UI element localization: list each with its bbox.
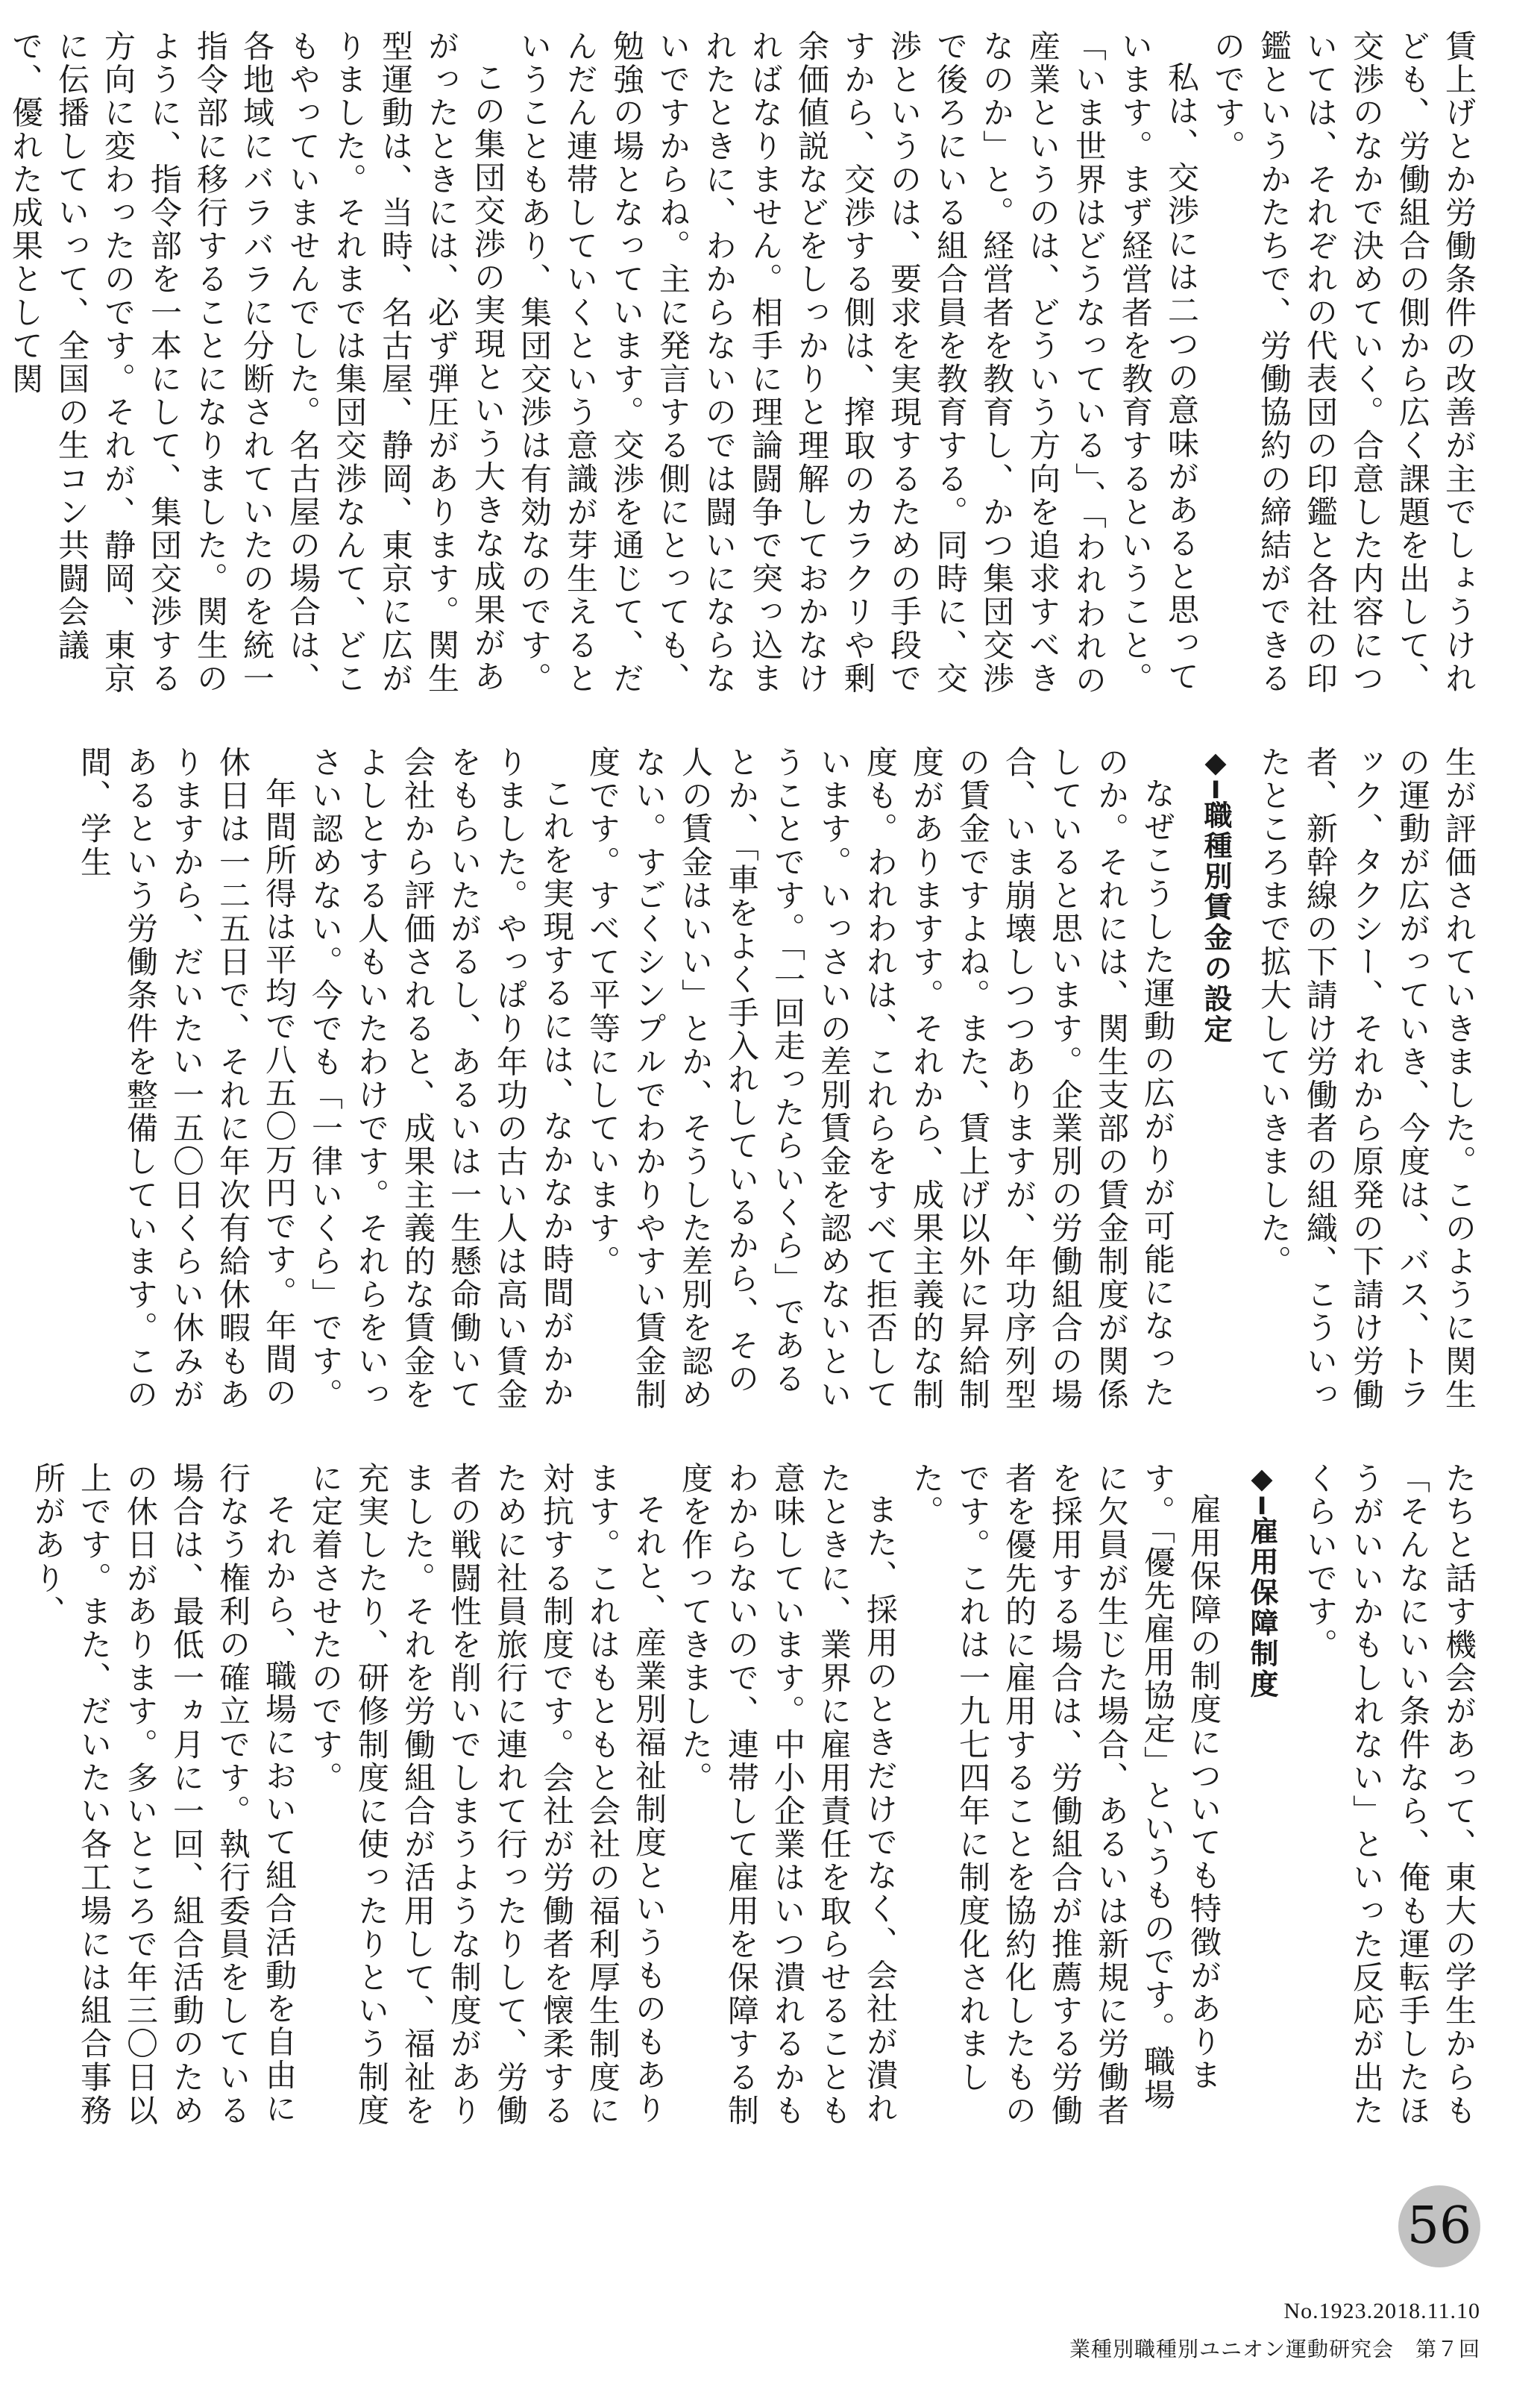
footer-series-title: 業種別職種別ユニオン運動研究会 第７回 <box>1069 2337 1480 2361</box>
body-paragraph: 年間所得は平均で八五〇万円です。年間の休日は一二五日で、それに年次有給休暇もありますから、だいたい一五〇日くらい休みがあるという労働条件を整備しています。この間、学生 <box>76 746 298 1411</box>
body-paragraph: 雇用保障の制度についても特徴があります。「優先雇用協定」というものです。職場に欠員が生じた場合、あるいは新規に労働者を採用する場合は、労働組合が推薦する労働者を優先的に雇用することを協約化したものです。これは一九七四年に制度化されました。 <box>908 1462 1222 2127</box>
section-heading-text: 雇用保障制度 <box>1245 1516 1278 1700</box>
section-heading <box>1192 746 1239 1426</box>
body-paragraph: それから、職場において組合活動を自由に行なう権利の確立です。執行委員をしている場合は、最低一ヵ月に一回、組合活動のための休日があります。多いところで年三〇日以上です。また、だいたい各工場には組合事務所があり、 <box>30 1462 298 2127</box>
body-paragraph: これを実現するには、なかなか時間がかかりました。やっぱり年功の古い人は高い賃金をもらいたがるし、あるいは一生懸命働いて会社から評価されると、成果主義的な賃金をよしとする人もいたわけです。それらをいっさい認めない。今でも「一律いくら」です。 <box>307 746 575 1411</box>
text-tier-middle <box>56 746 1482 1426</box>
diamond-bullet-icon: ◆━ <box>1245 1462 1278 1516</box>
section-heading <box>1239 1462 1285 2137</box>
body-paragraph: 私は、交渉には二つの意味があると思っています。まず経営者を教育するということ。「いま世界はどうなっている」、「われわれの産業というのは、どういう方向を追求すべきなのか」と。経営者を教育し、かつ集団交渉で後ろにいる組合員を教育する。同時に、交渉というのは、要求を実現するための手段ですから、交渉する側は、搾取のカラクリや剰余価値説などをしっかりと理解しておかなければなりません。相手に理論闘争で突っ込まれたときに、わからないのでは闘いにならないですからね。主に発言する側にとっても、勉強の場となっています。交渉を通じて、だんだん連帯していくという意識が芽生えるということもあり、集団交渉は有効なのです。 <box>516 30 1200 697</box>
page-number-badge: 56 <box>1398 2185 1480 2267</box>
body-paragraph: なぜこうした運動の広がりが可能になったのか。それには、関生支部の賃金制度が関係していると思います。企業別の労働組合の場合、いま崩壊しつつありますが、年功序列型の賃金ですよね。また、賃上げ以外に昇給制度がありますす。それから、成果主義的な制度も。われわれは、これらをすべて拒否しています。いっさいの差別賃金を認めないということです。「一回走ったらいくら」であるとか、「車をよく手入れしているから、その人の賃金はいい」とか、そうした差別を認めない。すごくシンプルでわかりやすい賃金制度です。すべて平等にしています。 <box>585 746 1176 1411</box>
footer-issue-date: No.1923.2018.11.10 <box>1283 2299 1480 2323</box>
body-paragraph: この集団交渉の実現という大きな成果があがったときには、必ず弾圧があります。関生型運動は、当時、名古屋、静岡、東京に広がりました。それまでは集団交渉なんて、どこもやっていませんでした。名古屋の場合は、各地域にバラバラに分断されていたのを統一指令部に移行することになりました。関生のように、指令部を一本にして、集団交渉する方向に変わったのです。それが、静岡、東京に伝播していって、全国の生コン共闘会議で、優れた成果として関 <box>7 30 506 695</box>
body-paragraph: また、採用のときだけでなく、会社が潰れたときに、業界に雇用責任を取らせることも意味しています。中小企業はいつ潰れるかもわからないので、連帯して雇用を保障する制度を作ってきました。 <box>677 1462 899 2127</box>
body-paragraph: 賃上げとか労働条件の改善が主でしょうけれども、労働組合の側から広く課題を出して、交渉のなかで決めていく。合意した内容については、それぞれの代表団の印鑑と各社の印鑑というかたちで、労働協約の締結ができるのです。 <box>1210 30 1477 695</box>
text-tier-bottom <box>30 1462 1482 2137</box>
body-paragraph: 生が評価されていきました。このように関生の運動が広がっていき、今度は、バス、トラック、タクシー、それから原発の下請け労働者、新幹線の下請け労働者の組織、こういったところまで拡大していきました。 <box>1256 746 1477 1411</box>
body-paragraph: たちと話す機会があって、東大の学生からも「そんなにいい条件なら、俺も運転手したほうがいいかもしれない」といった反応が出たくらいです。 <box>1302 1462 1477 2127</box>
text-tier-top <box>7 30 1482 710</box>
section-heading-text: 職種別賃金の設定 <box>1199 800 1232 1045</box>
body-paragraph: それと、産業別福祉制度というものもあります。これはもともと会社の福利厚生制度に対抗する制度です。会社が労働者を懐柔するために社員旅行に連れて行ったりして、労働者の戦闘性を削いでしまうような制度がありました。それを労働組合が活用して、福祉を充実したり、研修制度に使ったりという制度に定着させたのです。 <box>307 1462 667 2127</box>
diamond-bullet-icon: ◆━ <box>1199 746 1232 800</box>
